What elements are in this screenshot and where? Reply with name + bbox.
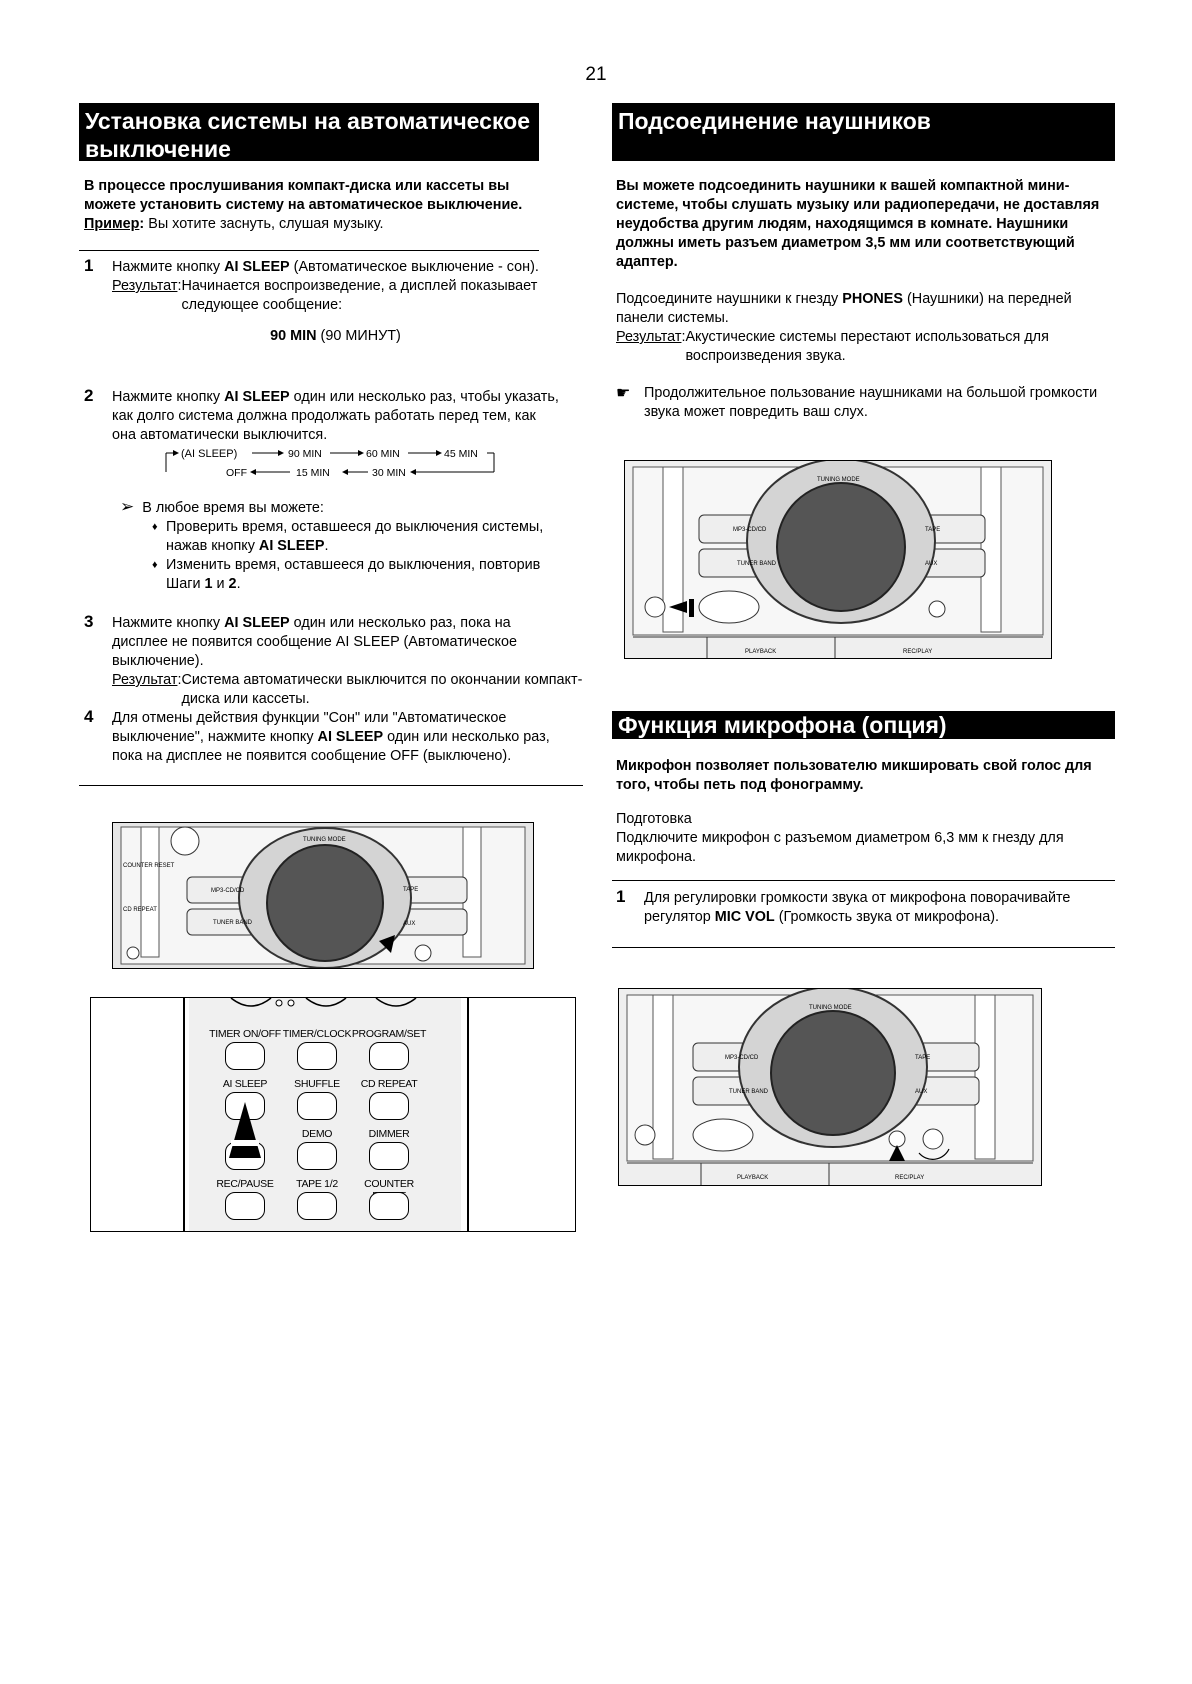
divider: [79, 785, 583, 786]
timer-on-off-button[interactable]: [225, 1042, 265, 1070]
panel-label: TAPE: [403, 887, 419, 893]
panel-label: TAPE: [915, 1055, 931, 1061]
hand-pointer-icon: ☛: [616, 385, 631, 402]
remote-button-label: TAPE 1/2: [296, 1178, 338, 1190]
step-2: [84, 388, 559, 445]
step-text-post: (Громкость звука от микрофона).: [774, 909, 999, 925]
section-title-mic: [612, 711, 1115, 739]
cycle-item: OFF: [226, 467, 247, 479]
cycle-item: 45 MIN: [444, 448, 478, 460]
step-text: [112, 258, 559, 277]
step-number: 1: [616, 887, 626, 906]
unit-illustration: [113, 823, 533, 968]
result-text: Акустические системы перестают использоваться для воспроизведения звука.: [685, 329, 1049, 364]
step-text-post: один или несколько раз, чтобы указать, как долго система должна продолжать работать перед тем, как она автоматически выключится.: [112, 389, 559, 443]
step-number: 2: [84, 386, 94, 405]
step-text-pre: Для отмены действия функции "Сон" или "Автоматическое выключение", нажмите кнопку: [112, 710, 507, 745]
headphones-intro: Вы можете подсоединить наушники к вашей компактной мини-системе, чтобы слушать музыку или радиопередачи, не доставляя неудобства другим людям, находящимся в комнате. Наушники должны иметь разъем диаметром 3,5 мм или соответствующий адаптер.: [616, 178, 1100, 270]
sleep-cycle-diagram: [160, 445, 500, 481]
step-text: [112, 614, 562, 671]
display-bold: 90 MIN: [270, 328, 317, 344]
panel-label: AUX: [915, 1089, 928, 1095]
result-text: Система автоматически выключится по окончании компакт-диска или кассеты.: [181, 672, 583, 707]
example-colon: :: [139, 216, 145, 232]
step-text: [644, 889, 1074, 927]
remote-top-buttons: [211, 998, 431, 1016]
divider: [612, 947, 1115, 948]
program-set-button[interactable]: [369, 1042, 409, 1070]
panel-label: REC/PLAY: [903, 649, 933, 655]
page-number: 21: [585, 64, 607, 85]
cd-repeat-button[interactable]: [369, 1092, 409, 1120]
connect-key: PHONES: [842, 291, 904, 307]
bullet-post: .: [236, 576, 241, 592]
step-result: [112, 277, 559, 315]
prep-text: Подключите микрофон с разъемом диаметром 6,3 мм к гнезду для микрофона.: [616, 830, 1064, 865]
step-number: 4: [84, 707, 94, 726]
remote-button-label: DIMMER: [368, 1128, 410, 1140]
diamond-bullet-icon: ♦: [152, 559, 158, 571]
bullet-key: AI SLEEP: [258, 538, 325, 554]
step-key: AI SLEEP: [224, 615, 290, 631]
remote-control-illustration: [90, 997, 576, 1232]
panel-label: PLAYBACK: [737, 1175, 769, 1181]
divider: [612, 880, 1115, 881]
result-colon: :: [177, 672, 182, 688]
note-bullet: [152, 518, 550, 556]
note-head: [120, 497, 550, 518]
remote-button-label: COUNTER: [364, 1178, 414, 1190]
result-colon: :: [177, 278, 182, 294]
title-line-2: выключение: [85, 136, 231, 162]
remote-button-label: SHUFFLE: [294, 1078, 340, 1090]
remote-button-label: CD REPEAT: [360, 1078, 418, 1090]
example-line: [84, 215, 554, 234]
demo-button[interactable]: [297, 1142, 337, 1170]
bullet-mid: и: [212, 576, 229, 592]
step-number: 3: [84, 612, 94, 631]
bullet-key-2: 2: [228, 576, 237, 592]
left-intro: [84, 177, 554, 234]
panel-label: TUNING MODE: [303, 837, 346, 843]
step-3: [84, 614, 584, 709]
diamond-bullet-icon: ♦: [152, 521, 158, 533]
remote-button-label: PROGRAM/SET: [351, 1028, 427, 1040]
panel-label: MP3-CD/CD: [725, 1055, 759, 1061]
connect-post: (Наушники) на передней панели системы.: [616, 291, 1072, 326]
panel-label: MP3-CD/CD: [733, 527, 767, 533]
pointer-arrow-icon: [225, 1102, 265, 1172]
connect-pre: Подсоедините наушники к гнезду: [616, 291, 843, 307]
panel-label: TUNING MODE: [809, 1005, 852, 1011]
bullet-pre: Проверить время, оставшееся до выключения системы, нажав кнопку: [166, 519, 544, 554]
headphones-connect: [616, 290, 1111, 366]
unit-front-panel-ai-sleep: [112, 822, 534, 969]
step-1: [84, 258, 559, 346]
cycle-item: 15 MIN: [296, 467, 330, 479]
step-text: [112, 388, 559, 445]
dimmer-button[interactable]: [369, 1142, 409, 1170]
result-label: Результат: [616, 329, 682, 345]
step-text-post: один или несколько раз, пока на дисплее не появится сообщение AI SLEEP (Автоматическое выключение).: [112, 615, 517, 669]
panel-label: MP3-CD/CD: [211, 888, 245, 894]
cycle-item: 30 MIN: [372, 467, 406, 479]
panel-label: CD REPEAT: [123, 907, 157, 913]
unit-front-panel-phones: [624, 460, 1052, 659]
display-rest: (90 МИНУТ): [316, 328, 401, 344]
panel-label: TUNER BAND: [737, 561, 777, 567]
remote-edge-left: [183, 998, 185, 1231]
panel-label: TUNER BAND: [213, 920, 253, 926]
section-title-headphones: [612, 103, 1115, 161]
remote-button-label: REC/PAUSE: [216, 1178, 274, 1190]
prep-head: Подготовка: [616, 811, 692, 827]
remote-button-label: TIMER/CLOCK: [282, 1028, 352, 1040]
tape-1-2-button[interactable]: [297, 1192, 337, 1220]
panel-label: TAPE: [925, 527, 941, 533]
bullet-mid: .: [324, 538, 329, 554]
panel-label: COUNTER RESET: [123, 863, 175, 869]
connect-result: [616, 328, 1111, 366]
intro-bold: В процессе прослушивания компакт-диска или кассеты вы можете установить систему на автоматическое выключение.: [84, 178, 523, 213]
headphones-warning: [616, 384, 1111, 422]
arrow-icon: ➢: [120, 497, 135, 516]
panel-label: PLAYBACK: [745, 649, 777, 655]
unit-illustration: [625, 461, 1051, 658]
step-key: AI SLEEP: [317, 729, 384, 745]
mic-intro: Микрофон позволяет пользователю микшировать свой голос для того, чтобы петь под фонограмму.: [616, 758, 1092, 793]
rec-pause-button[interactable]: [225, 1192, 265, 1220]
step-number: 1: [84, 256, 94, 275]
note-block: [120, 497, 550, 594]
step-text-pre: Нажмите кнопку: [112, 615, 225, 631]
step-text: [112, 709, 572, 766]
divider: [79, 250, 539, 251]
panel-label: AUX: [403, 921, 416, 927]
title-line-1: Установка системы на автоматическое: [85, 108, 530, 134]
panel-label: AUX: [925, 561, 938, 567]
example-text: Вы хотите заснуть, слушая музыку.: [144, 216, 384, 232]
cycle-item: 60 MIN: [366, 448, 400, 460]
step-text-pre: Нажмите кнопку: [112, 259, 225, 275]
connect-text: [616, 290, 1111, 328]
note-head-text: В любое время вы можете:: [142, 500, 324, 516]
step-text-post: (Автоматическое выключение - сон).: [289, 259, 539, 275]
warning-text: Продолжительное пользование наушниками на большой громкости звука может повредить ваш слух.: [644, 385, 1098, 420]
cycle-item: 90 MIN: [288, 448, 322, 460]
step-text-post: один или несколько раз, пока на дисплее не появится сообщение OFF (выключено).: [112, 729, 550, 764]
mic-preparation: [616, 810, 1111, 867]
title-text: Функция микрофона (опция): [618, 712, 947, 738]
panel-label: REC/PLAY: [895, 1175, 925, 1181]
counter-reset-button[interactable]: [369, 1192, 409, 1220]
mic-step-1: [616, 889, 1096, 927]
step-key: MIC VOL: [714, 909, 775, 925]
remote-button-label: DEMO: [301, 1128, 333, 1140]
example-label: Пример: [84, 216, 140, 232]
step-result: [112, 671, 587, 709]
step-key: AI SLEEP: [224, 259, 290, 275]
remote-button-label: TIMER ON/OFF: [209, 1028, 281, 1040]
step-key: AI SLEEP: [224, 389, 290, 405]
unit-illustration: [619, 989, 1041, 1185]
title-text: Подсоединение наушников: [618, 108, 931, 134]
bullet-pre: Изменить время, оставшееся до выключения, повторив Шаги: [166, 557, 541, 592]
display-message: [112, 327, 559, 346]
result-label: Результат: [112, 278, 178, 294]
bullet-key: 1: [204, 576, 213, 592]
shuffle-button[interactable]: [297, 1092, 337, 1120]
timer-clock-button[interactable]: [297, 1042, 337, 1070]
cycle-item: (AI SLEEP): [181, 448, 238, 460]
step-4: [84, 709, 574, 766]
panel-label: TUNING MODE: [817, 477, 860, 483]
unit-front-panel-mic: [618, 988, 1042, 1186]
note-bullet: [152, 556, 550, 594]
step-text-pre: Для регулировки громкости звука от микрофона поворачивайте регулятор: [644, 890, 1071, 925]
section-title-auto-off: [79, 103, 539, 161]
remote-edge-right: [467, 998, 469, 1231]
result-colon: :: [681, 329, 686, 345]
result-label: Результат: [112, 672, 178, 688]
remote-button-label: AI SLEEP: [222, 1078, 268, 1090]
step-text-pre: Нажмите кнопку: [112, 389, 225, 405]
panel-label: TUNER BAND: [729, 1089, 769, 1095]
result-text: Начинается воспроизведение, а дисплей показывает следующее сообщение:: [181, 278, 538, 313]
